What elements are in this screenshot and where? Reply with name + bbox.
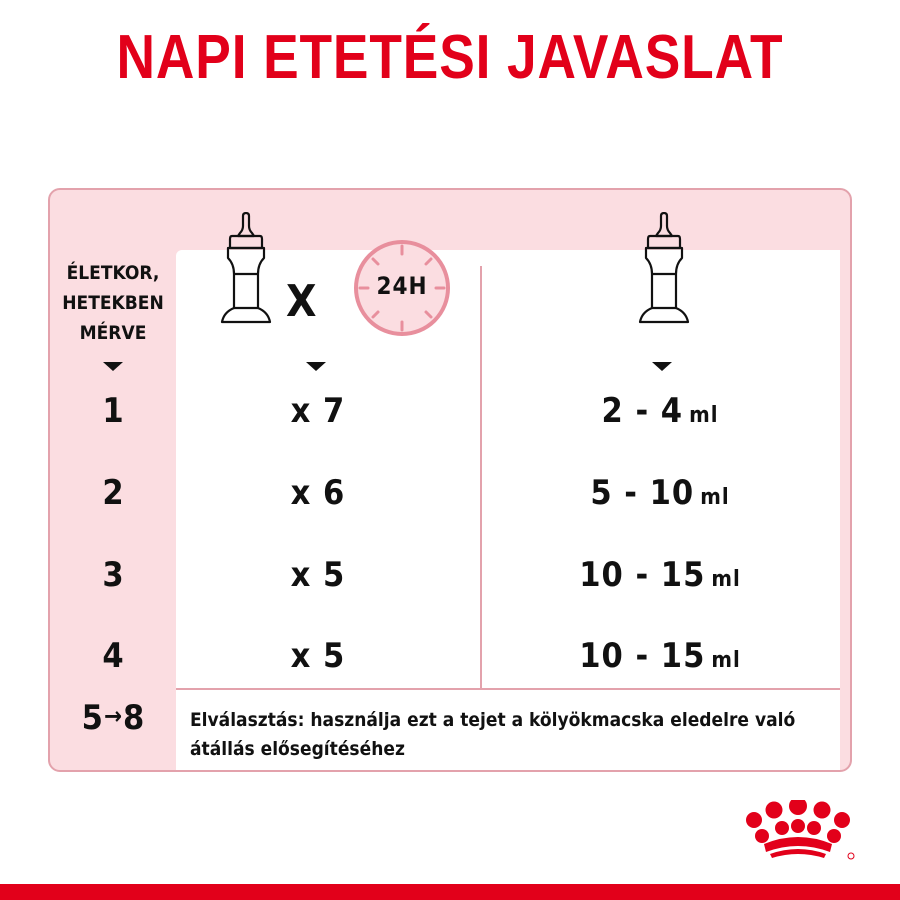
right-arrow-icon: → <box>103 702 123 730</box>
age-header-arrow <box>103 362 123 371</box>
volume-range: 2 - 4 <box>601 391 684 431</box>
volume-unit: ml <box>700 485 730 510</box>
weaning-note: Elválasztás: használja ezt a tejet a kölyökmacska eledelre való átállás elősegítéséhez <box>190 709 796 760</box>
volume-range: 5 - 10 <box>590 473 695 513</box>
weaning-age-range <box>50 698 176 738</box>
volume-range: 10 - 15 <box>579 555 706 595</box>
feedings-per-day-week-1: x 7 <box>290 391 346 431</box>
royal-canin-crown-icon <box>740 800 860 864</box>
volume-week-4 <box>510 636 810 676</box>
volume-header-arrow <box>652 362 672 371</box>
frequency-header-arrow <box>306 362 326 371</box>
volume-week-1 <box>510 391 810 431</box>
age-week-3: 3 <box>102 555 124 595</box>
volume-unit: ml <box>711 567 741 592</box>
page-title: NAPI ETETÉSI JAVASLAT <box>116 23 784 92</box>
feedings-per-day-week-4: x 5 <box>290 636 346 676</box>
baby-bottle-icon <box>216 212 276 336</box>
row-divider <box>176 688 840 690</box>
feedings-per-day-week-2: x 6 <box>290 473 346 513</box>
weaning-age-to: 8 <box>123 698 145 738</box>
age-week-1: 1 <box>102 391 124 431</box>
age-week-4: 4 <box>102 636 124 676</box>
weaning-age-from: 5 <box>81 698 103 738</box>
bottom-brand-bar <box>0 884 900 900</box>
age-week-2: 2 <box>102 473 124 513</box>
multiply-sign: X <box>286 276 317 327</box>
age-header-line: MÉRVE <box>79 322 147 344</box>
volume-unit: ml <box>711 648 741 673</box>
age-header-line: HETEKBEN <box>62 292 164 314</box>
column-divider <box>480 266 482 688</box>
volume-week-2 <box>510 473 810 513</box>
clock-label: 24H <box>376 272 428 300</box>
volume-unit: ml <box>689 403 719 428</box>
feeding-table <box>48 188 852 772</box>
feedings-per-day-week-3: x 5 <box>290 555 346 595</box>
volume-week-3 <box>510 555 810 595</box>
baby-bottle-icon <box>634 212 694 336</box>
age-column-header <box>50 258 176 348</box>
volume-range: 10 - 15 <box>579 636 706 676</box>
age-header-line: ÉLETKOR, <box>66 262 160 284</box>
